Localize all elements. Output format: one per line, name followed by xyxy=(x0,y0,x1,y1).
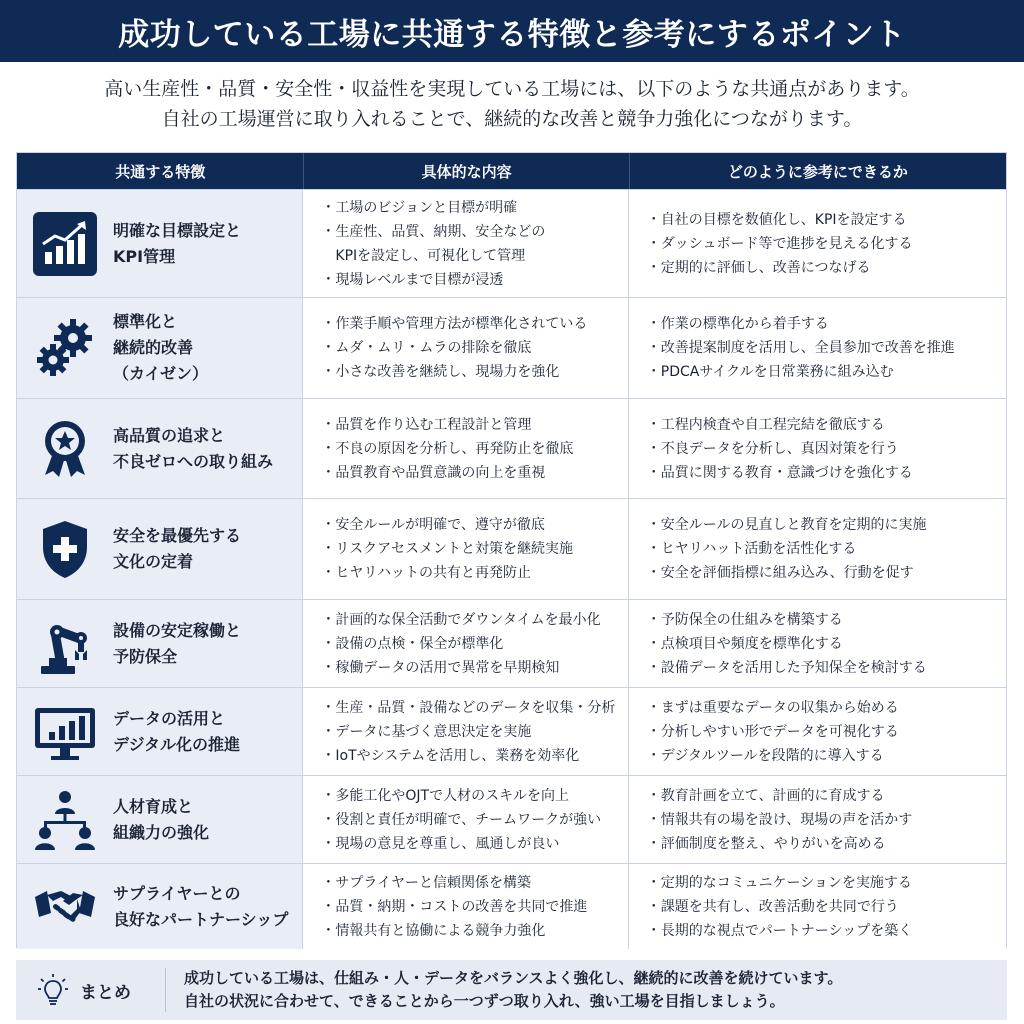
list-item: KPIを設定し、可視化して管理 xyxy=(335,247,526,264)
feature-label: 設備の安定稼働と 予防保全 xyxy=(113,620,242,666)
list-item: ・ ダッシュボード等で進捗を見える化する xyxy=(647,232,1006,256)
feature-cell xyxy=(17,399,303,498)
list-item: ・ 情報共有と協働による競争力強化 xyxy=(321,919,627,943)
list-item: ・ ヒヤリハットの共有と再発防止 xyxy=(321,561,627,585)
list-item: ・ 安全を評価指標に組み込み、行動を促す xyxy=(647,561,1006,585)
list-item: ・ 役割と責任が明確で、チームワークが強い xyxy=(321,808,627,832)
feature-cell xyxy=(17,499,303,599)
list-item: ・ 工場のビジョンと目標が明確 xyxy=(321,196,627,220)
list-item: ・ ヒヤリハット活動を活性化する xyxy=(647,537,1006,561)
reference-cell xyxy=(629,776,1006,863)
list-item: ・ データに基づく意思決定を実施 xyxy=(321,720,627,744)
content-cell xyxy=(303,499,628,599)
list-item: ・ 多能工化やOJTで人材のスキルを向上 xyxy=(321,784,627,808)
feature-label: 安全を最優先する 文化の定着 xyxy=(113,526,242,571)
feature-cell xyxy=(17,776,303,863)
list-item: ・ 品質・納期・コストの改善を共同で推進 xyxy=(321,895,627,919)
content-cell xyxy=(303,600,628,687)
title-bar xyxy=(0,0,1024,62)
summary-label: まとめ xyxy=(80,982,131,1003)
feature-label: 高品質の追求と 不良ゼロへの取り組み xyxy=(113,425,274,471)
feature-label: 標準化と 継続的改善 （カイゼン） xyxy=(113,312,209,383)
list-item: ・ 教育計画を立て、計画的に育成する xyxy=(647,784,1006,808)
list-item: ・ 評価制度を整え、やりがいを高める xyxy=(647,832,1006,856)
page-title: 成功している工場に共通する特徴と参考にするポイント xyxy=(118,16,906,53)
table-row xyxy=(17,775,1006,863)
reference-cell xyxy=(629,688,1006,775)
list-item: ・ 自社の目標を数値化し、KPIを設定する xyxy=(647,208,1006,232)
gears-icon xyxy=(17,316,113,380)
robot-arm-icon xyxy=(17,612,113,676)
list-item: ・ 生産性、品質、納期、安全などの xyxy=(321,220,627,244)
list-item: ・ 品質に関する教育・意識づけを強化する xyxy=(647,461,1006,485)
table-row xyxy=(17,687,1006,775)
header-content: 具体的な内容 xyxy=(303,153,628,189)
list-item: ・ デジタルツールを段階的に導入する xyxy=(647,744,1006,768)
list-item: ・ 稼働データの活用で異常を早期検知 xyxy=(321,656,627,680)
table-row xyxy=(17,863,1006,949)
reference-cell xyxy=(629,864,1006,949)
list-item: ・ 品質教育や品質意識の向上を重視 xyxy=(321,461,627,485)
list-item: ・ 安全ルールが明確で、遵守が徹底 xyxy=(321,513,627,537)
list-item: ・ 点検項目や頻度を標準化する xyxy=(647,632,1006,656)
award-medal-icon xyxy=(17,417,113,481)
intro xyxy=(0,74,1024,134)
list-item: ・ 情報共有の場を設け、現場の声を活かす xyxy=(647,808,1006,832)
content-cell xyxy=(303,776,628,863)
summary-text xyxy=(166,967,842,1013)
list-item: ・ 工程内検査や自工程完結を徹底する xyxy=(647,413,1006,437)
content-cell xyxy=(303,190,628,297)
feature-cell xyxy=(17,600,303,687)
summary-line-1: 成功している工場は、仕組み・人・データをバランスよく強化し、継続的に改善を続けています。 xyxy=(184,969,843,987)
list-item: ・ 設備データを活用した予知保全を検討する xyxy=(647,656,1006,680)
list-item: ・ 不良データを分析し、真因対策を行う xyxy=(647,437,1006,461)
list-item: ・ 長期的な視点でパートナーシップを築く xyxy=(647,919,1006,943)
reference-cell xyxy=(629,600,1006,687)
feature-cell xyxy=(17,864,303,949)
intro-line-2: 自社の工場運営に取り入れることで、継続的な改善と競争力強化につながります。 xyxy=(161,108,863,130)
list-item: ・ 品質を作り込む工程設計と管理 xyxy=(321,413,627,437)
list-item: ・ 小さな改善を継続し、現場力を強化 xyxy=(321,360,627,384)
table-row xyxy=(17,599,1006,687)
reference-cell xyxy=(629,298,1006,398)
table-row xyxy=(17,189,1006,297)
feature-cell xyxy=(17,298,303,398)
header-reference: どのように参考にできるか xyxy=(629,153,1006,189)
content-cell xyxy=(303,864,628,949)
list-item: ・ 計画的な保全活動でダウンタイムを最小化 xyxy=(321,608,627,632)
list-item: ・ 生産・品質・設備などのデータを収集・分析 xyxy=(321,696,627,720)
list-item: ・ リスクアセスメントと対策を継続実施 xyxy=(321,537,627,561)
list-item: ・ IoTやシステムを活用し、業務を効率化 xyxy=(321,744,627,768)
content-cell xyxy=(303,399,628,498)
feature-label: 人材育成と 組織力の強化 xyxy=(113,796,210,842)
feature-label: データの活用と デジタル化の推進 xyxy=(113,708,241,754)
list-item: ・ 課題を共有し、改善活動を共同で行う xyxy=(647,895,1006,919)
chart-growth-icon xyxy=(17,212,113,276)
monitor-chart-icon xyxy=(17,700,113,764)
feature-cell xyxy=(17,190,303,297)
features-table xyxy=(16,152,1007,948)
lightbulb-icon xyxy=(38,973,68,1007)
reference-cell xyxy=(629,399,1006,498)
list-item: ・ 設備の点検・保全が標準化 xyxy=(321,632,627,656)
list-item: ・ 作業の標準化から着手する xyxy=(647,312,1006,336)
feature-label: 明確な目標設定と KPI管理 xyxy=(113,220,242,266)
team-org-icon xyxy=(17,788,113,852)
table-row xyxy=(17,297,1006,398)
content-cell xyxy=(303,688,628,775)
feature-label: サプライヤーとの 良好なパートナーシップ xyxy=(113,883,289,929)
handshake-icon xyxy=(17,875,113,939)
summary-box xyxy=(16,960,1007,1020)
table-row xyxy=(17,498,1006,599)
table-row xyxy=(17,398,1006,498)
list-item: ・ 作業手順や管理方法が標準化されている xyxy=(321,312,627,336)
feature-cell xyxy=(17,688,303,775)
list-item: ・ 現場レベルまで目標が浸透 xyxy=(321,268,627,292)
table-header xyxy=(17,153,1006,189)
reference-cell xyxy=(629,499,1006,599)
list-item: ・ 不良の原因を分析し、再発防止を徹底 xyxy=(321,437,627,461)
reference-cell xyxy=(629,190,1006,297)
list-item: ・ サプライヤーと信頼関係を構築 xyxy=(321,871,627,895)
list-item: ・ ムダ・ムリ・ムラの排除を徹底 xyxy=(321,336,627,360)
list-item: ・ 予防保全の仕組みを構築する xyxy=(647,608,1006,632)
list-item: ・ 改善提案制度を活用し、全員参加で改善を推進 xyxy=(647,336,1006,360)
list-item: ・ 定期的なコミュニケーションを実施する xyxy=(647,871,1006,895)
list-item: ・ 安全ルールの見直しと教育を定期的に実施 xyxy=(647,513,1006,537)
list-item: ・ PDCAサイクルを日常業務に組み込む xyxy=(647,360,1006,384)
list-item: ・ まずは重要なデータの収集から始める xyxy=(647,696,1006,720)
intro-line-1: 高い生産性・品質・安全性・収益性を実現している工場には、以下のような共通点があります。 xyxy=(104,78,920,100)
content-cell xyxy=(303,298,628,398)
list-item: ・ 現場の意見を尊重し、風通しが良い xyxy=(321,832,627,856)
header-feature: 共通する特徴 xyxy=(115,162,206,181)
summary-header xyxy=(16,968,166,1012)
safety-shield-icon xyxy=(17,517,113,581)
summary-line-2: 自社の状況に合わせて、できることから一つずつ取り入れ、強い工場を目指しましょう。 xyxy=(184,992,785,1010)
list-item: ・ 定期的に評価し、改善につなげる xyxy=(647,256,1006,280)
list-item: ・ 分析しやすい形でデータを可視化する xyxy=(647,720,1006,744)
